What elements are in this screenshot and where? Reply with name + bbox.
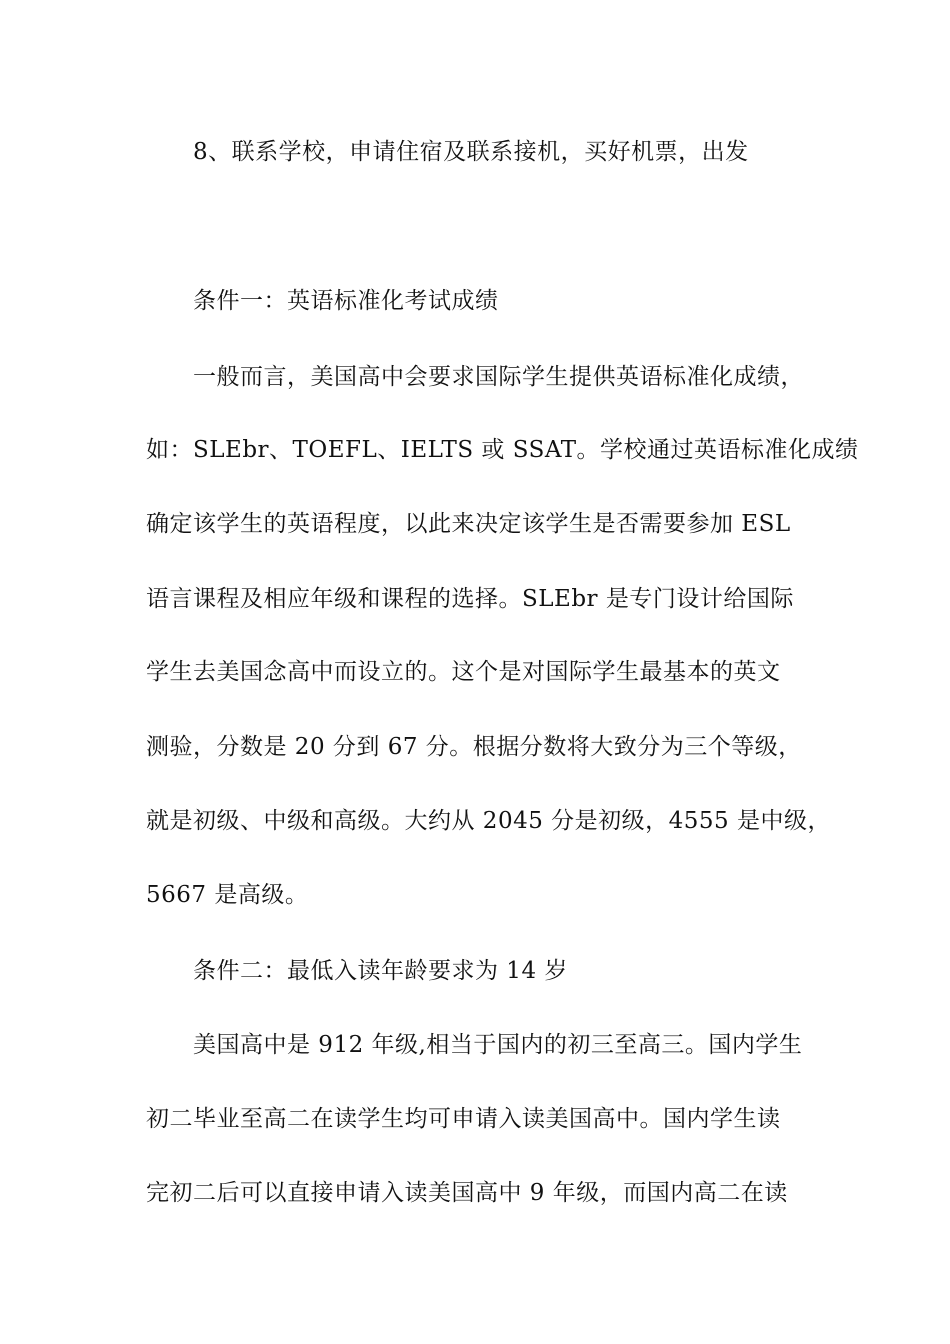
- paragraph-line: 测验，分数是 20 分到 67 分。根据分数将大致分为三个等级，: [146, 734, 802, 760]
- paragraph-line: 美国高中是 912 年级,相当于国内的初三至高三。国内学生: [193, 1032, 803, 1058]
- condition-1-heading: 条件一：英语标准化考试成绩: [193, 288, 499, 314]
- paragraph-line: 学生去美国念高中而设立的。这个是对国际学生最基本的英文: [146, 659, 781, 685]
- paragraph-line: 一般而言，美国高中会要求国际学生提供英语标准化成绩，: [193, 364, 804, 390]
- condition-2-heading: 条件二：最低入读年龄要求为 14 岁: [193, 958, 568, 984]
- paragraph-line: 5667 是高级。: [146, 882, 309, 908]
- paragraph-line: 如：SLEbr、TOEFL、IELTS 或 SSAT。学校通过英语标准化成绩: [146, 437, 859, 463]
- step-8-text: 8、联系学校，申请住宿及联系接机，买好机票，出发: [193, 139, 749, 165]
- paragraph-line: 确定该学生的英语程度，以此来决定该学生是否需要参加 ESL: [146, 511, 791, 537]
- paragraph-line: 完初二后可以直接申请入读美国高中 9 年级，而国内高二在读: [146, 1180, 788, 1206]
- paragraph-line: 就是初级、中级和高级。大约从 2045 分是初级，4555 是中级，: [146, 808, 831, 834]
- paragraph-line: 语言课程及相应年级和课程的选择。SLEbr 是专门设计给国际: [146, 586, 794, 612]
- paragraph-line: 初二毕业至高二在读学生均可申请入读美国高中。国内学生读: [146, 1106, 781, 1132]
